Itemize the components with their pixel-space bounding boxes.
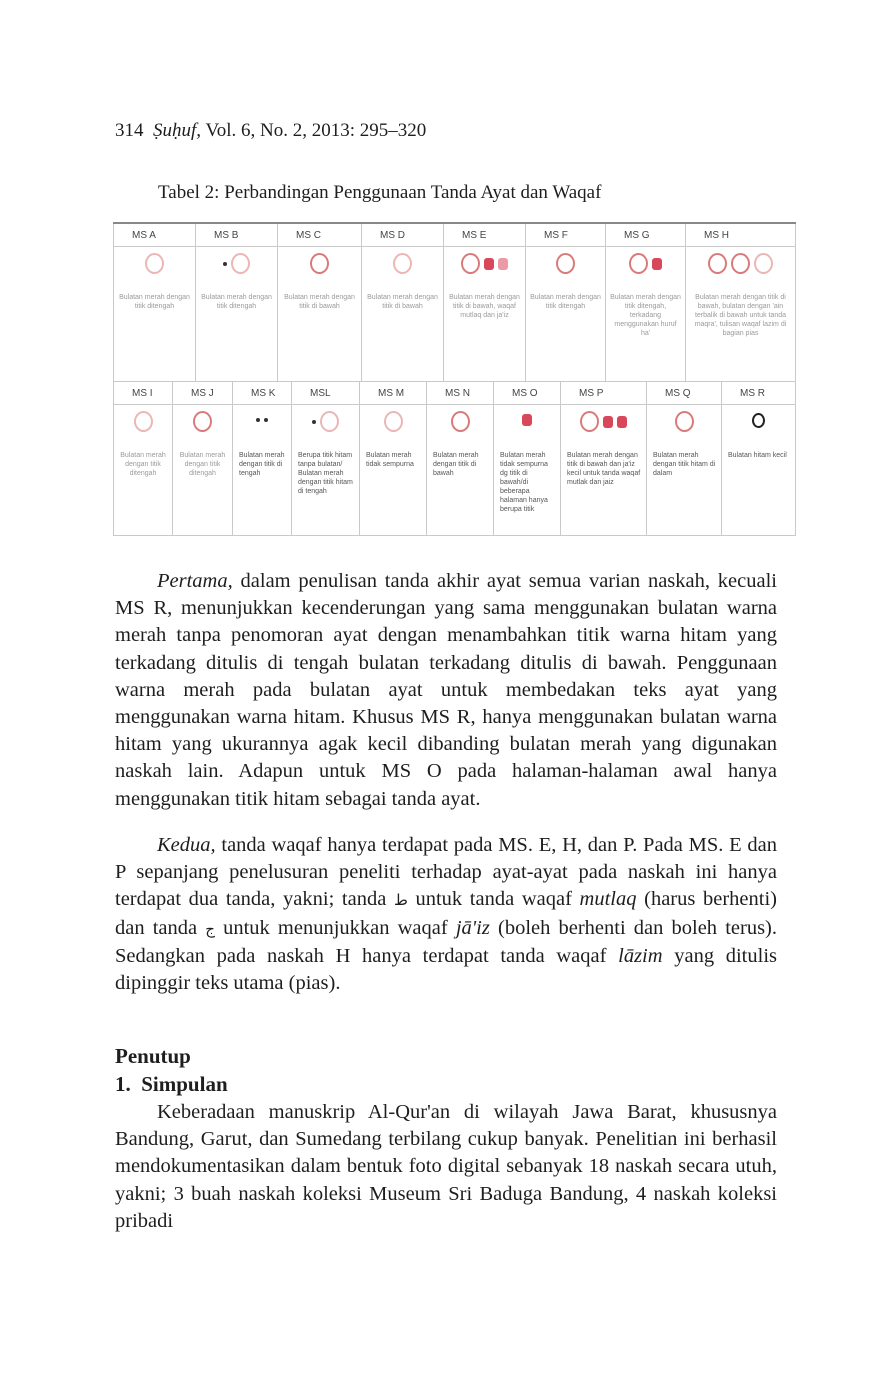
cell-description: Bulatan merah tidak sempurna dg titik di bawah/di beberapa halaman hanya berupa titik — [500, 452, 548, 513]
cell-ms-g — [606, 247, 686, 382]
verse-mark-image — [233, 405, 291, 451]
cell-description: Berupa titik hitam tanpa bulatan/ Bulatan merah dengan titik hitam di tengah — [298, 452, 353, 495]
comparison-table-top — [113, 222, 796, 382]
header-ms-o: MS O — [494, 382, 561, 405]
cell-ms-p — [561, 405, 647, 536]
page-number: 314 — [115, 120, 144, 141]
header-ms-h: MS H — [686, 223, 796, 247]
cell-ms-b — [196, 247, 278, 382]
cell-description: Bulatan merah dengan titik ditengah, terkadang menggunakan huruf ha' — [610, 294, 681, 337]
header-ms-q: MS Q — [647, 382, 722, 405]
cell-ms-i — [114, 405, 173, 536]
cell-ms-m — [360, 405, 427, 536]
section-heading: Penutup — [115, 1044, 191, 1068]
header-ms-l: MSL — [292, 382, 360, 405]
paragraph-text: yang ditulis dipinggir teks utama (pias). — [115, 944, 777, 995]
cell-description: Bulatan merah dengan titik di bawah dan ja'iz kecil untuk tanda waqaf mutlak dan jaiz — [567, 452, 641, 486]
verse-mark-image — [114, 247, 195, 293]
verse-mark-image — [360, 405, 426, 451]
verse-mark-image — [686, 247, 795, 293]
term-mutlaq: mutlaq — [579, 888, 637, 911]
paragraph-body: Keberadaan manuskrip Al-Qur'an di wilayah Jawa Barat, khususnya Bandung, Garut, dan Sumedang terbilang cukup banyak. Penelitian ini berhasil mendokumentasikan dalam bentuk foto digital sebanyak 18 naskah secara utuh, yakni; 3 buah naskah koleksi Museum Sri Baduga Bandung, 4 naskah koleksi pribadi — [115, 1101, 777, 1232]
cell-ms-l — [292, 405, 360, 536]
cell-description: Bulatan merah dengan titik ditengah — [201, 294, 272, 310]
verse-mark-image — [561, 405, 646, 451]
cell-description: Bulatan merah dengan titik ditengah — [120, 452, 166, 477]
cell-ms-j — [173, 405, 233, 536]
cell-ms-a — [114, 247, 196, 382]
header-ms-r: MS R — [722, 382, 796, 405]
term-lazim: lāzim — [618, 944, 663, 967]
header-ms-d: MS D — [362, 223, 444, 247]
verse-mark-image — [444, 247, 525, 293]
cell-description: Bulatan merah dengan titik ditengah — [530, 294, 601, 310]
cell-description: Bulatan merah dengan titik di bawah — [433, 452, 479, 477]
running-header — [115, 120, 426, 142]
header-ms-e: MS E — [444, 223, 526, 247]
table-caption: Tabel 2: Perbandingan Penggunaan Tanda Ayat dan Waqaf — [158, 182, 602, 203]
paragraph-text: tanda waqaf hanya terdapat pada MS. E, H, dan P. Pada MS. E dan P sepanjang penelusuran peneliti terhadap ayat-ayat pada naskah ini hanya terdapat dua tanda, yakni; tanda — [115, 834, 777, 911]
paragraph-text: untuk tanda waqaf — [407, 888, 580, 911]
cell-ms-h — [686, 247, 796, 382]
journal-volume: Vol. 6, No. 2, 2013: 295–320 — [205, 120, 427, 141]
header-ms-a: MS A — [114, 223, 196, 247]
cell-description: Bulatan merah dengan titik di bawah, bulatan dengan 'ain terbalik di bawah untuk tanda maqra', tulisan waqaf lazim di bagian pias — [694, 294, 787, 337]
cell-description: Bulatan merah dengan titik di bawah, waqaf mutlaq dan ja'iz — [449, 294, 520, 319]
header-ms-k: MS K — [233, 382, 292, 405]
paragraph-body: dalam penulisan tanda akhir ayat semua varian naskah, kecuali MS R, menunjukkan kecenderungan yang sama menggunakan bulatan warna merah tanpa penomoran ayat dengan menambahkan titik warna hitam yang terkadang ditulis di tengah bulatan terkadang ditulis di bawah. Penggunaan warna merah pada bulatan ayat untuk membedakan teks ayat yang menggunakan warna hitam. Khusus MS R, hanya menggunakan bulatan warna hitam yang ukurannya agak kecil dibanding bulatan merah yang digunakan naskah lain. Adapun untuk MS O pada halaman-halaman awal hanya menggunakan titik hitam sebagai tanda ayat. — [115, 570, 777, 810]
cell-ms-e — [444, 247, 526, 382]
verse-mark-image — [278, 247, 361, 293]
paragraph-pertama — [115, 568, 777, 813]
cell-description: Bulatan merah tidak sempurna — [366, 452, 414, 468]
cell-ms-q — [647, 405, 722, 536]
header-ms-p: MS P — [561, 382, 647, 405]
cell-description: Bulatan merah dengan titik di bawah — [367, 294, 438, 310]
paragraph-simpulan — [115, 1099, 777, 1235]
header-ms-n: MS N — [427, 382, 494, 405]
cell-ms-f — [526, 247, 606, 382]
cell-description: Bulatan merah dengan titik ditengah — [179, 452, 226, 477]
header-ms-b: MS B — [196, 223, 278, 247]
cell-description: Bulatan merah dengan titik di bawah — [284, 294, 355, 310]
paragraph-text: (boleh berhenti dan boleh terus). Sedangkan pada naskah H hanya terdapat tanda waqaf — [115, 916, 777, 967]
paragraph-lead: Pertama, — [157, 570, 233, 592]
subsection-heading: 1. Simpulan — [115, 1072, 228, 1096]
verse-mark-image — [362, 247, 443, 293]
term-jaiz: jā'iz — [455, 916, 490, 939]
cell-ms-o — [494, 405, 561, 536]
verse-mark-image — [114, 405, 172, 451]
verse-mark-image — [427, 405, 493, 451]
cell-description: Bulatan merah dengan titik ditengah — [119, 294, 190, 310]
cell-description: Bulatan hitam kecil — [728, 452, 787, 459]
verse-mark-image — [647, 405, 721, 451]
paragraph-kedua — [115, 832, 777, 997]
verse-mark-image — [606, 247, 685, 293]
header-ms-g: MS G — [606, 223, 686, 247]
cell-description: Bulatan merah dengan titik di tengah — [239, 452, 285, 477]
verse-mark-image — [526, 247, 605, 293]
cell-ms-c — [278, 247, 362, 382]
journal-name: Ṣuḥuf, — [153, 120, 202, 141]
cell-ms-k — [233, 405, 292, 536]
header-ms-c: MS C — [278, 223, 362, 247]
header-ms-i: MS I — [114, 382, 173, 405]
comparison-table-bottom — [113, 381, 796, 536]
verse-mark-image — [196, 247, 277, 293]
waqaf-jaiz-sign: ج — [205, 919, 215, 938]
verse-mark-image — [494, 405, 560, 451]
paragraph-text: untuk menunjukkan waqaf — [214, 916, 456, 939]
waqaf-mutlaq-sign: ط — [393, 891, 408, 910]
verse-mark-image — [722, 405, 795, 451]
paragraph-text: (harus berhenti) dan tanda — [115, 888, 777, 939]
header-ms-m: MS M — [360, 382, 427, 405]
verse-mark-image — [173, 405, 232, 451]
cell-description: Bulatan merah dengan titik hitam di dalam — [653, 452, 716, 477]
verse-mark-image — [292, 405, 359, 451]
paragraph-lead: Kedua, — [157, 834, 216, 856]
cell-ms-n — [427, 405, 494, 536]
header-ms-f: MS F — [526, 223, 606, 247]
cell-ms-r — [722, 405, 796, 536]
header-ms-j: MS J — [173, 382, 233, 405]
cell-ms-d — [362, 247, 444, 382]
